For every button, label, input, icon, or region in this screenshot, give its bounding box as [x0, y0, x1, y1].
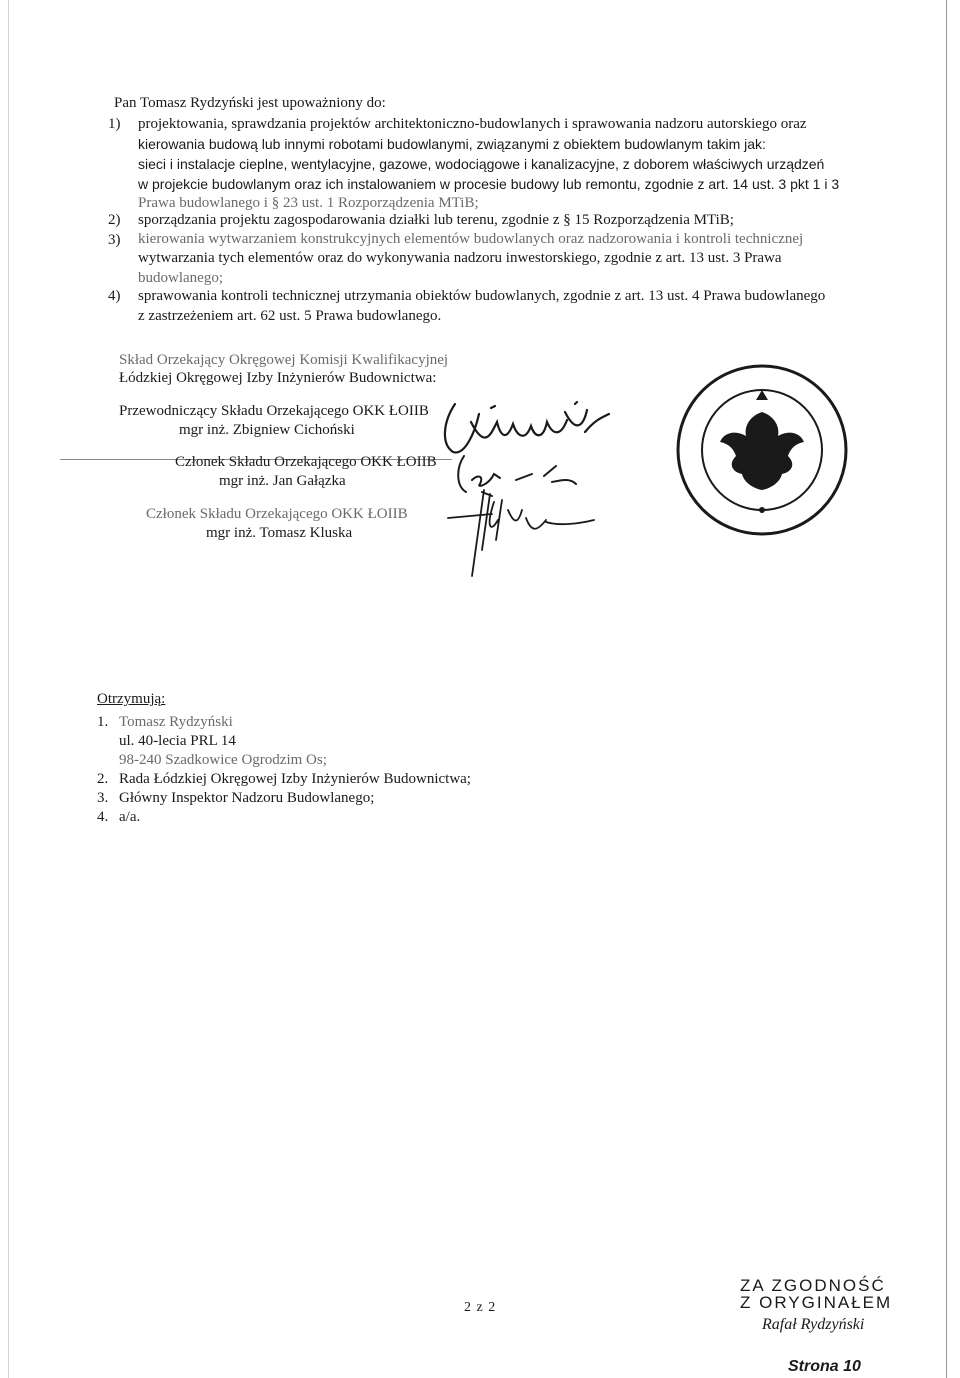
recipient-number: 3. [97, 790, 109, 806]
recipient-line: a/a. [119, 809, 141, 825]
scan-edge-left [8, 0, 9, 1378]
permission-number: 4) [108, 288, 121, 304]
permission-line: projektowania, sprawdzania projektów architektoniczno-budowlanych i sprawowania nadzoru autorskiego oraz [138, 116, 807, 132]
recipient-4 [97, 808, 165, 827]
permission-number: 3) [108, 232, 121, 248]
panel-member-2 [175, 453, 437, 491]
permission-item-3 [108, 230, 898, 288]
page-fraction: 2 z 2 [464, 1300, 497, 1315]
permission-line: sieci i instalacje cieplne, wentylacyjne, gazowe, wodociągowe i kanalizacyjne, z doborem właściwych urządzeń [138, 156, 825, 172]
signature-kluska [428, 480, 598, 580]
recipient-3 [97, 789, 375, 808]
member-role: Członek Składu Orzekającego OKK ŁOIIB [146, 506, 408, 522]
member-name: mgr inż. Jan Gałązka [219, 473, 346, 489]
official-seal-icon [672, 360, 852, 540]
seal-ring-text [0, 0, 1, 1]
scan-edge-right [946, 0, 947, 1378]
certification-line1: ZA ZGODNOŚĆ [740, 1276, 886, 1295]
recipient-number: 1. [97, 714, 109, 730]
permission-line: kierowania budową lub innymi robotami budowlanymi, związanymi z obiektem budowlanym takim jak: [138, 136, 766, 152]
permission-line: sprawowania kontroli technicznej utrzymania obiektów budowlanych, zgodnie z art. 13 ust. 4 Prawa budowlanego [138, 288, 826, 304]
permission-number: 1) [108, 116, 121, 132]
permission-item-4 [108, 286, 898, 326]
permission-item-1 [108, 114, 898, 212]
permission-line: w projekcie budowlanym oraz ich instalowaniem w procesie budowy lub remontu, zgodnie z art. 14 ust. 3 pkt 1 i 3 [138, 176, 840, 192]
panel-member-3 [146, 505, 408, 543]
certification-line2: Z ORYGINAŁEM [740, 1293, 893, 1312]
page-label: Strona 10 [788, 1358, 861, 1375]
permission-number: 2) [108, 212, 121, 228]
permission-line: kierowania wytwarzaniem konstrukcyjnych elementów budowlanych oraz nadzorowania i kontroli technicznej [138, 231, 804, 247]
panel-heading-line2: Łódzkiej Okręgowej Izby Inżynierów Budownictwa: [119, 370, 437, 386]
panel-member-1 [119, 402, 429, 440]
certifier-name: Rafał Rydzyński [762, 1316, 865, 1333]
permission-line: budowlanego; [138, 270, 223, 286]
recipient-1 [97, 713, 233, 732]
member-role: Członek Składu Orzekającego OKK ŁOIIB [175, 454, 437, 470]
permission-line: sporządzania projektu zagospodarowania działki lub terenu, zgodnie z § 15 Rozporządzenia MTiB; [138, 212, 734, 228]
panel-heading-line1: Skład Orzekający Okręgowej Komisji Kwalifikacyjnej [119, 352, 449, 368]
recipients-block [97, 690, 471, 827]
recipient-line: 98-240 Szadkowice Ogrodzim Os; [119, 752, 327, 768]
permission-line: Prawa budowlanego i § 23 ust. 1 Rozporządzenia MTiB; [138, 195, 479, 211]
permission-line: z zastrzeżeniem art. 62 ust. 5 Prawa budowlanego. [138, 308, 442, 324]
permission-item-2 [108, 210, 898, 230]
member-role: Przewodniczący Składu Orzekającego OKK ŁOIIB [119, 403, 429, 419]
recipient-line: ul. 40-lecia PRL 14 [119, 733, 236, 749]
recipient-line: Tomasz Rydzyński [119, 714, 233, 730]
recipient-2 [97, 770, 471, 789]
recipient-number: 4. [97, 809, 109, 825]
recipient-line: Rada Łódzkiej Okręgowej Izby Inżynierów Budownictwa; [119, 771, 471, 787]
permission-line: wytwarzania tych elementów oraz do wykonywania nadzoru inwestorskiego, zgodnie z art. 13 ust. 3 Prawa [138, 250, 782, 266]
recipient-number: 2. [97, 771, 109, 787]
recipients-heading: Otrzymują: [97, 691, 166, 707]
recipient-line: Główny Inspektor Nadzoru Budowlanego; [119, 790, 375, 806]
member-name: mgr inż. Tomasz Kluska [206, 525, 353, 541]
intro-text: Pan Tomasz Rydzyński jest upoważniony do: [114, 95, 386, 111]
member-name: mgr inż. Zbigniew Cichoński [179, 422, 355, 438]
